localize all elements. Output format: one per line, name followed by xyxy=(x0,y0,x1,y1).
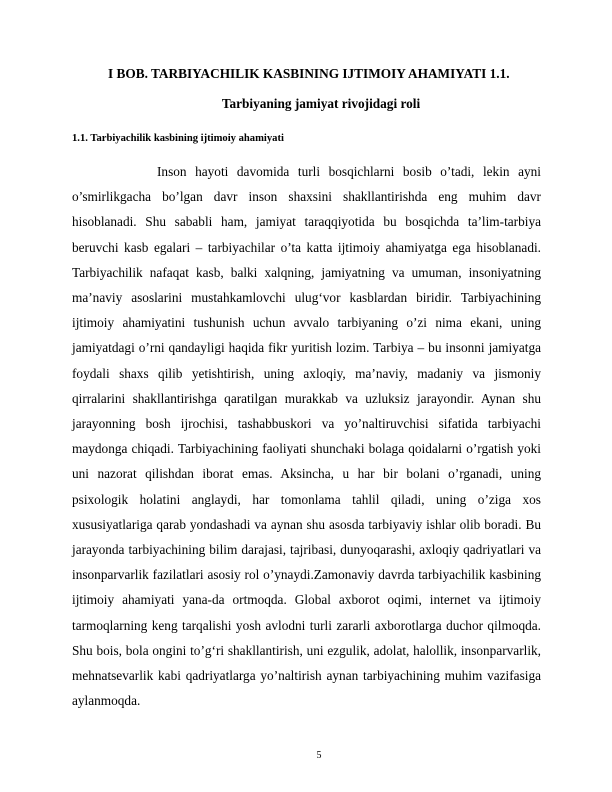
section-heading: 1.1. Tarbiyachilik kasbining ijtimoiy ahamiyati xyxy=(72,133,284,144)
page-number: 5 xyxy=(316,750,322,761)
chapter-title: I BOB. TARBIYACHILIK KASBINING IJTIMOIY AHAMIYATI 1.1. xyxy=(108,66,510,81)
chapter-subtitle: Tarbiyaning jamiyat rivojidagi roli xyxy=(221,96,421,111)
body-paragraph: Inson hayoti davomida turli bosqichlarni bosib o’tadi, lekin ayni o’smirlikgacha bo’lgan davr inson shaxsini shakllantirishda eng muhim davr hisoblanadi. Shu sababli ham, jamiyat taraqqiyotida bu bosqichda ta’lim-tarbiya beruvchi kasb egalari – tarbiyachilar o’ta katta ijtimoiy ahamiyatga ega hisoblanadi. Tarbiyachilik nafaqat kasb, balki xalqning, jamiyatning va umuman, insoniyatning ma’naviy asoslarini mustahkamlovchi ulug‘vor kasblardan biridir. Tarbiyachining ijtimoiy ahamiyatini tushunish uchun avvalo tarbiyaning o’zi nima ekani, uning jamiyatdagi o’rni qandayligi haqida fikr yuritish lozim. Tarbiya – bu insonni jamiyatga foydali shaxs qilib yetishtirish, uning axloqiy, ma’naviy, madaniy va jismoniy qirralarini shakllantirishga qaratilgan murakkab va uzluksiz jarayondir. Aynan shu jarayonning bosh ijrochisi, tashabbuskori va yo’naltiruvchisi sifatida tarbiyachi maydonga chiqadi. Tarbiyachining faoliyati shunchaki bolaga qoidalarni o’rgatish yoki uni nazorat qilishdan iborat emas. Aksincha, u har bir bolani o’rganadi, uning psixologik holatini anglaydi, har tomonlama tahlil qiladi, uning o’ziga xos xususiyatlariga qarab yondashadi va aynan shu asosda tarbiyaviy ishlar olib boradi. Bu jarayonda tarbiyachining bilim darajasi, tajribasi, dunyoqarashi, axloqiy qadriyatlari va insonparvarlik fazilatlari asosiy rol o’ynaydi.Zamonaviy davrda tarbiyachilik kasbining ijtimoiy ahamiyati yana-da ortmoqda. Global axborot oqimi, internet va ijtimoiy tarmoqlarning keng tarqalishi yosh avlodni turli zararli axborotlarga duchor qilmoqda. Shu bois, bola ongini to’g‘ri shakllantirish, uni ezgulik, adolat, halollik, insonparvarlik, mehnatsevarlik kabi qadriyatlarga yo’naltirish aynan tarbiyachining muhim vazifasiga aylanmoqda. xyxy=(72,164,541,709)
